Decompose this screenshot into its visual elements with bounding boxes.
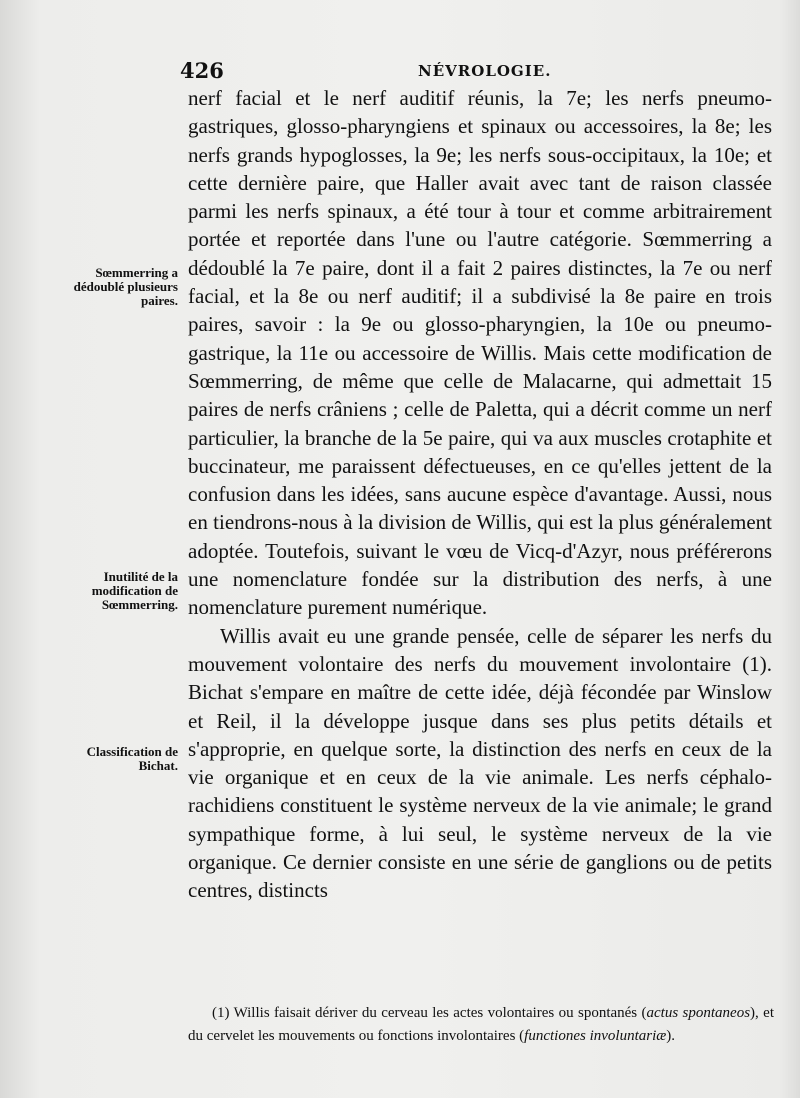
page-number: 426 [180,58,224,83]
footnote [188,1002,774,1048]
footnote-text: ). [666,1028,675,1044]
paragraph: nerf facial et le nerf auditif réunis, la 7e; les nerfs pneumo-gastriques, glosso-pharyngiens et spinaux ou accessoires, la 8e; les nerfs grands hypoglosses, la 9e; les nerfs sous-occipitaux, la 10e; et cette dernière paire, que Haller avait avec tant de raison classée parmi les nerfs spinaux, a été tour à tour et comme arbitrairement portée et reportée dans l'une ou l'autre catégorie. Sœmmerring a dédoublé la 7e paire, dont il a fait 2 paires distinctes, la 7e ou nerf facial, et la 8e ou nerf auditif; il a subdivisé la 8e paire en trois paires, savoir : la 9e ou glosso-pharyngien, la 10e ou pneumo-gastrique, la 11e ou accessoire de Willis. Mais cette modification de Sœmmerring, de même que celle de Malacarne, qui admettait 15 paires de nerfs crâniens ; celle de Paletta, qui a décrit comme un nerf particulier, la branche de la 5e paire, qui va aux muscles crotaphite et buccinateur, me paraissent défectueuses, en ce qu'elles jettent de la confusion dans les idées, sans aucune espèce d'avantage. Aussi, nous en tiendrons-nous à la division de Willis, qui est la plus généralement adoptée. Toutefois, suivant le vœu de Vicq-d'Azyr, nous préférerons une nomenclature fondée sur la distribution des nerfs, à une nomenclature purement numérique. [188,86,772,620]
footnote-italic: actus spontaneos [646,1005,751,1021]
paragraph: Willis avait eu une grande pensée, celle de séparer les nerfs du mouvement volontaire des nerfs du mouvement involontaire (1). Bichat s'empare en maître de cette idée, déjà fécondée par Winslow et Reil, il la développe jusque dans ses plus petits détails et s'approprie, en quelque sorte, la distinction des nerfs en ceux de la vie organique et en ceux de la vie animale. Les nerfs céphalo-rachidiens constituent le système nerveux de la vie animale; le grand sympathique forme, à lui seul, le système nerveux de la vie organique. Ce dernier consiste en une série de ganglions ou de petits centres, distincts [188,623,772,903]
margin-note-inutilite: Inutilité de la modification de Sœmmerring. [91,569,178,612]
footnote-text: ), et du cervelet les mouvements ou fonctions involontaires ( [188,1005,774,1044]
footnote-italic: functiones involuntariæ [524,1028,667,1044]
footnote-text: (1) Willis faisait dériver du cerveau les actes volontaires ou spontanés ( [212,1005,647,1021]
margin-note-classification: Classification de Bichat. [86,744,178,773]
page-header [180,58,772,86]
running-head: NÉVROLOGIE. [418,62,552,80]
main-text [188,84,772,905]
margin-note-sommerring: Sœmmerring a dédoublé plusieurs paires. [73,265,178,308]
